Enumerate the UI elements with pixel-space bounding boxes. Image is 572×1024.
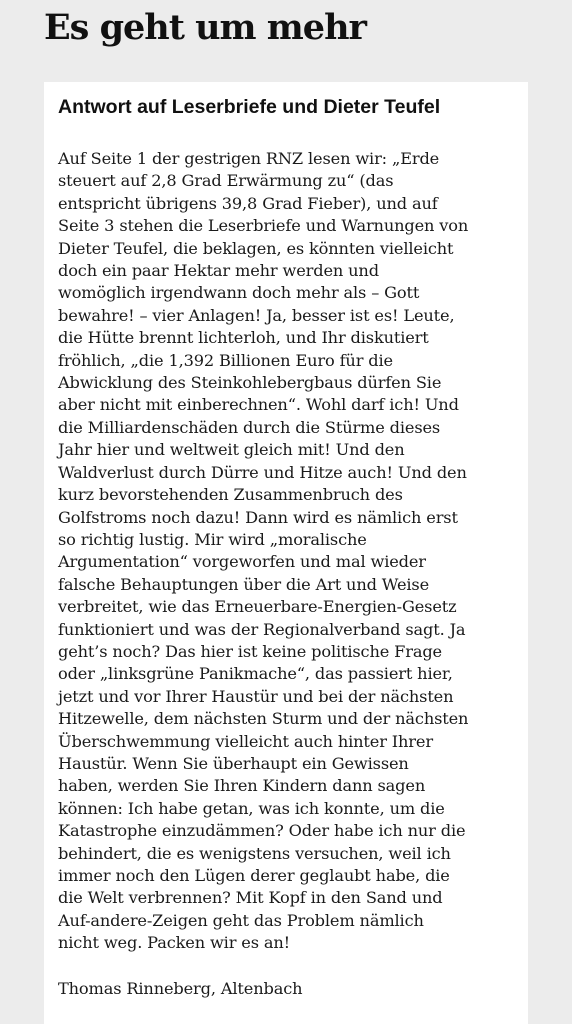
body-line: Golfstroms noch dazu! Dann wird es nämlich erst <box>58 507 458 527</box>
body-line: Haustür. Wenn Sie überhaupt ein Gewissen <box>58 753 409 773</box>
body-line: Waldverlust durch Dürre und Hitze auch! Und den <box>58 462 467 482</box>
body-line: doch ein paar Hektar mehr werden und <box>58 261 379 281</box>
body-line: Argumentation“ vorgeworfen und mal wieder <box>58 552 426 572</box>
body-line: Auf Seite 1 der gestrigen RNZ lesen wir: „Erde <box>58 149 440 168</box>
body-line: die Milliardenschäden durch die Stürme dieses <box>58 417 441 437</box>
body-line: falsche Behauptungen über die Art und Weise <box>58 574 430 594</box>
body-line: die Hütte brennt lichterloh, und Ihr diskutiert <box>58 328 429 348</box>
body-line: steuert auf 2,8 Grad Erwärmung zu“ (das <box>58 171 394 191</box>
body-line: geht’s noch? Das hier ist keine politische Frage <box>58 641 442 661</box>
body-line: nicht weg. Packen wir es an! <box>58 933 291 953</box>
body-line: Seite 3 stehen die Leserbriefe und Warnungen von <box>58 216 469 236</box>
body-line: Dieter Teufel, die beklagen, es könnten vielleicht <box>58 238 454 258</box>
body-line: Hitzewelle, dem nächsten Sturm und der nächsten <box>58 709 469 729</box>
body-line: Überschwemmung vielleicht auch hinter Ihrer <box>58 731 433 751</box>
body-line: jetzt und vor Ihrer Haustür und bei der nächsten <box>58 686 454 706</box>
headline: Es geht um mehr <box>44 7 366 48</box>
body-line: immer noch den Lügen derer geglaubt habe, die <box>58 866 450 885</box>
body-line: Jahr hier und weltweit gleich mit! Und den <box>58 440 405 460</box>
letter-signature: Thomas Rinneberg, Altenbach <box>58 979 303 998</box>
body-line: behindert, die es wenigstens versuchen, weil ich <box>58 843 451 863</box>
body-line: bewahre! – vier Anlagen! Ja, besser ist es! Leute, <box>58 305 455 325</box>
body-line: die Welt verbrennen? Mit Kopf in den Sand und <box>58 888 443 908</box>
body-line: entspricht übrigens 39,8 Grad Fieber), und auf <box>58 193 438 213</box>
body-line: womöglich irgendwann doch mehr als – Gott <box>58 283 420 303</box>
body-line: Auf-andere-Zeigen geht das Problem nämlich <box>58 910 424 930</box>
body-line: aber nicht mit einberechnen“. Wohl darf ich! Und <box>58 395 459 415</box>
body-line: funktioniert und was der Regionalverband sagt. Ja <box>58 619 466 639</box>
body-line: können: Ich habe getan, was ich konnte, um die <box>58 798 445 818</box>
letter-subtitle: Antwort auf Leserbriefe und Dieter Teufel <box>58 96 441 118</box>
body-line: Abwicklung des Steinkohlebergbaus dürfen Sie <box>58 373 442 393</box>
body-line: fröhlich, „die 1,392 Billionen Euro für die <box>58 350 393 370</box>
letter-body <box>58 148 528 955</box>
letter-card <box>44 82 528 1024</box>
body-line: verbreitet, wie das Erneuerbare-Energien-Gesetz <box>58 597 457 617</box>
body-line: oder „linksgrüne Panikmache“, das passiert hier, <box>58 664 453 684</box>
body-line: so richtig lustig. Mir wird „moralische <box>58 529 367 549</box>
body-line: kurz bevorstehenden Zusammenbruch des <box>58 485 403 505</box>
body-line: Katastrophe einzudämmen? Oder habe ich nur die <box>58 821 466 841</box>
body-line: haben, werden Sie Ihren Kindern dann sagen <box>58 776 426 796</box>
